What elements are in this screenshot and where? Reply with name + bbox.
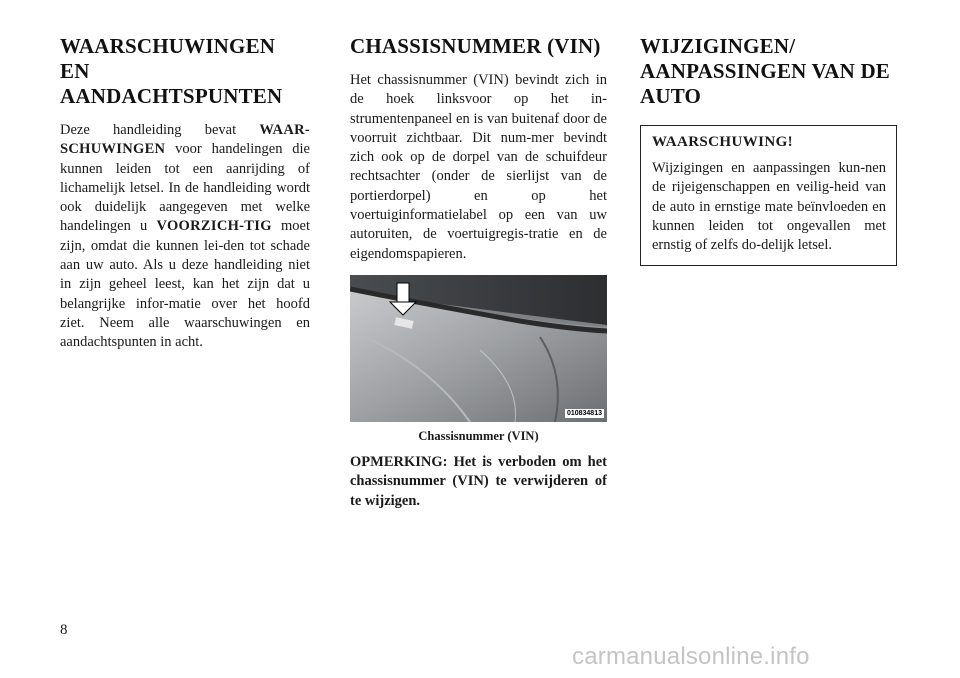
text-run: moet zijn, omdat die kunnen lei-den tot schade aan uw auto. Als u deze handleiding niet in zijn geheel leest, kan het zijn dat u belangrijke infor-matie over het hoofd ziet. Neem alle waarschuwingen en aandachtspunten in acht.	[60, 218, 310, 351]
text-run: Deze handleiding bevat	[60, 122, 260, 138]
heading-vin: CHASSISNUMMER (VIN)	[350, 34, 601, 58]
bold-term-caution: VOORZICH-TIG	[156, 218, 272, 235]
heading-warnings	[60, 34, 310, 109]
warning-box	[640, 125, 897, 266]
warning-body: Wijzigingen en aanpassingen kun-nen de rijeigenschappen en veilig-heid van de auto in ernstige mate beïnvloeden en kunnen leiden tot ongevallen met ernstig of zelfs do-delijk letsel.	[652, 160, 886, 254]
warning-title: WAARSCHUWING!	[652, 134, 794, 150]
heading-line: WIJZIGINGEN/	[640, 34, 796, 58]
warnings-paragraph	[60, 121, 310, 353]
page-number: 8	[60, 622, 68, 638]
heading-line: AUTO	[640, 84, 702, 108]
column-vin	[350, 34, 607, 511]
text-run: voor handelingen die kunnen leiden tot een aanrijding of lichamelijk letsel. In de handleiding wordt ook duidelijk aangegeven met welke handelingen u	[60, 141, 310, 235]
figure-caption: Chassisnummer (VIN)	[418, 428, 539, 443]
vin-location-photo	[350, 275, 607, 422]
heading-modifications	[640, 34, 897, 109]
heading-line: WAARSCHUWINGEN EN	[60, 34, 276, 83]
heading-line: AANDACHTSPUNTEN	[60, 84, 283, 108]
windshield-illustration	[350, 275, 607, 422]
vin-paragraph: Het chassisnummer (VIN) bevindt zich in de hoek linksvoor op het in-strumentenpaneel en is van buitenaf door de voorruit zichtbaar. Dit num-mer bevindt zich ook op de dorpel van de schuifdeur rechtsachter (onder de sierlijst van de portierdorpel) en op het voertuiginformatielabel op een van uw autoruiten, de voertuigregis-tratie en de eigendomspapieren.	[350, 72, 607, 262]
bold-term-warnings: WAAR-SCHUWINGEN	[60, 122, 310, 158]
column-warnings	[60, 34, 310, 353]
watermark: carmanualsonline.info	[572, 643, 810, 670]
column-modifications	[640, 34, 897, 266]
vin-note: OPMERKING: Het is verboden om het chassisnummer (VIN) te verwijderen of te wijzigen.	[350, 453, 607, 509]
figure-code: 010834813	[566, 409, 602, 417]
heading-line: AANPASSINGEN VAN DE	[640, 59, 891, 83]
